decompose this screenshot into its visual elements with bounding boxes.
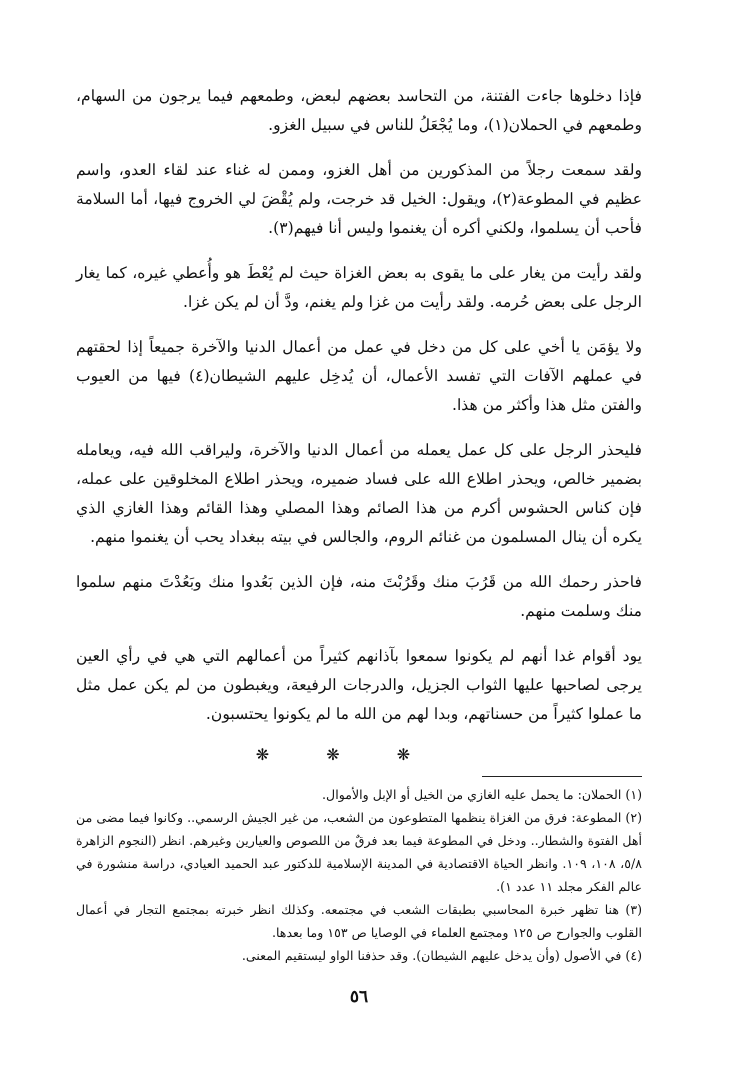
- footnote-1: (١) الحملان: ما يحمل عليه الغازي من الخيل أو الإبل والأموال.: [322, 787, 642, 802]
- footnote-3: (٣) هنا تظهر خبرة المحاسبي بطبقات الشعب في مجتمعه. وكذلك انظر خبرته بمجتمع التجار في أعمال القلوب والجوارح ص ١٢٥ ومجتمع العلماء في الوصايا ص ١٥٣ وما بعدها.: [76, 902, 642, 940]
- paragraph-2: ولقد سمعت رجلاً من المذكورين من أهل الغزو، وممن له غناء عند لقاء العدو، واسم عظيم في المطوعة(٢)، ويقول: الخيل قد خرجت، ولم يُقْضَ لي الخروج فيها، أما السلامة فأحب أن يسلموا، ولكني أكره أن يغنموا وليس أنا فيهم(٣).: [76, 161, 642, 237]
- paragraph-7: يود أقوام غدا أنهم لم يكونوا سمعوا بآذانهم كثيراً من أعمالهم التي هي في رأي العين يرجى لصاحبها عليها الثواب الجزيل، والدرجات الرفيعة، ويغبطون من لم يكن عمل مثل ما عملوا كثيراً من حسناتهم، وبدا لهم من الله ما لم يكونوا يحتسبون.: [76, 647, 642, 723]
- footnotes: [76, 783, 642, 967]
- footnote-2: (٢) المطوعة: فرق من الغزاة ينظمها المتطوعون من الشعب، من غير الجيش الرسمي.. وكانوا فيما مضى من أهل الفتوة والشطار.. ودخل في المطوعة فيما بعد فرقٌ من اللصوص والعيارين وغيرهم. انظر (النجوم الزاهرة ٥/٨، ١٠٨، ١٠٩. وانظر الحياة الاقتصادية في المدينة الإسلامية للدكتور عبد الحميد العيادي، دراسة منشورة في عالم الفكر مجلد ١١ عدد ١).: [76, 810, 642, 894]
- paragraph-5: فليحذر الرجل على كل عمل يعمله من أعمال الدنيا والآخرة، وليراقب الله فيه، ويعامله بضمير خالص، ويحذر اطلاع الله على فساد ضميره، ويحذر اطلاع المخلوقين على عمله، فإن كناس الحشوس أكرم من هذا الصائم وهذا المصلي وهذا القائم وهذا الغازي الذي يكره أن ينال المسلمون من غنائم الروم، والجالس في بيته ببغداد يحب أن يغنموا منهم.: [76, 441, 642, 546]
- footnote-divider: [482, 776, 642, 777]
- paragraph-3: ولقد رأيت من يغار على ما يقوى به بعض الغزاة حيث لم يُعْطَ هو وأُعطي غيره، كما يغار الرجل على بعض حُرمه. ولقد رأيت من غزا ولم يغنم، ودَّ أن لم يكن غزا.: [76, 264, 642, 311]
- paragraph-1: فإذا دخلوها جاءت الفتنة، من التحاسد بعضهم لبعض، وطمعهم فيما يرجون من السهام، وطمعهم في الحملان(١)، وما يُجْعَلُ للناس في سبيل الغزو.: [76, 87, 642, 134]
- footnote-4: (٤) في الأصول (وأن يدخل عليهم الشيطان). وقد حذفنا الواو ليستقيم المعنى.: [241, 948, 642, 963]
- page-number: ٥٦: [349, 987, 369, 1007]
- paragraph-4: ولا يؤمَن يا أخي على كل من دخل في عمل من أعمال الدنيا والآخرة جميعاً إذا لحقتهم في عملهم الآفات التي تفسد الأعمال، أن يُدخِل عليهم الشيطان(٤) فيها من العيوب والفتن مثل هذا وأكثر من هذا.: [76, 338, 642, 414]
- paragraph-6: فاحذر رحمك الله من قَرُبَ منك وقَرُبْتَ منه، فإن الذين بَعُدوا منك وبَعُدْتَ منهم سلموا منك وسلمت منهم.: [76, 573, 642, 620]
- section-separator: ❋ ❋ ❋: [255, 745, 437, 764]
- main-text: [76, 82, 642, 729]
